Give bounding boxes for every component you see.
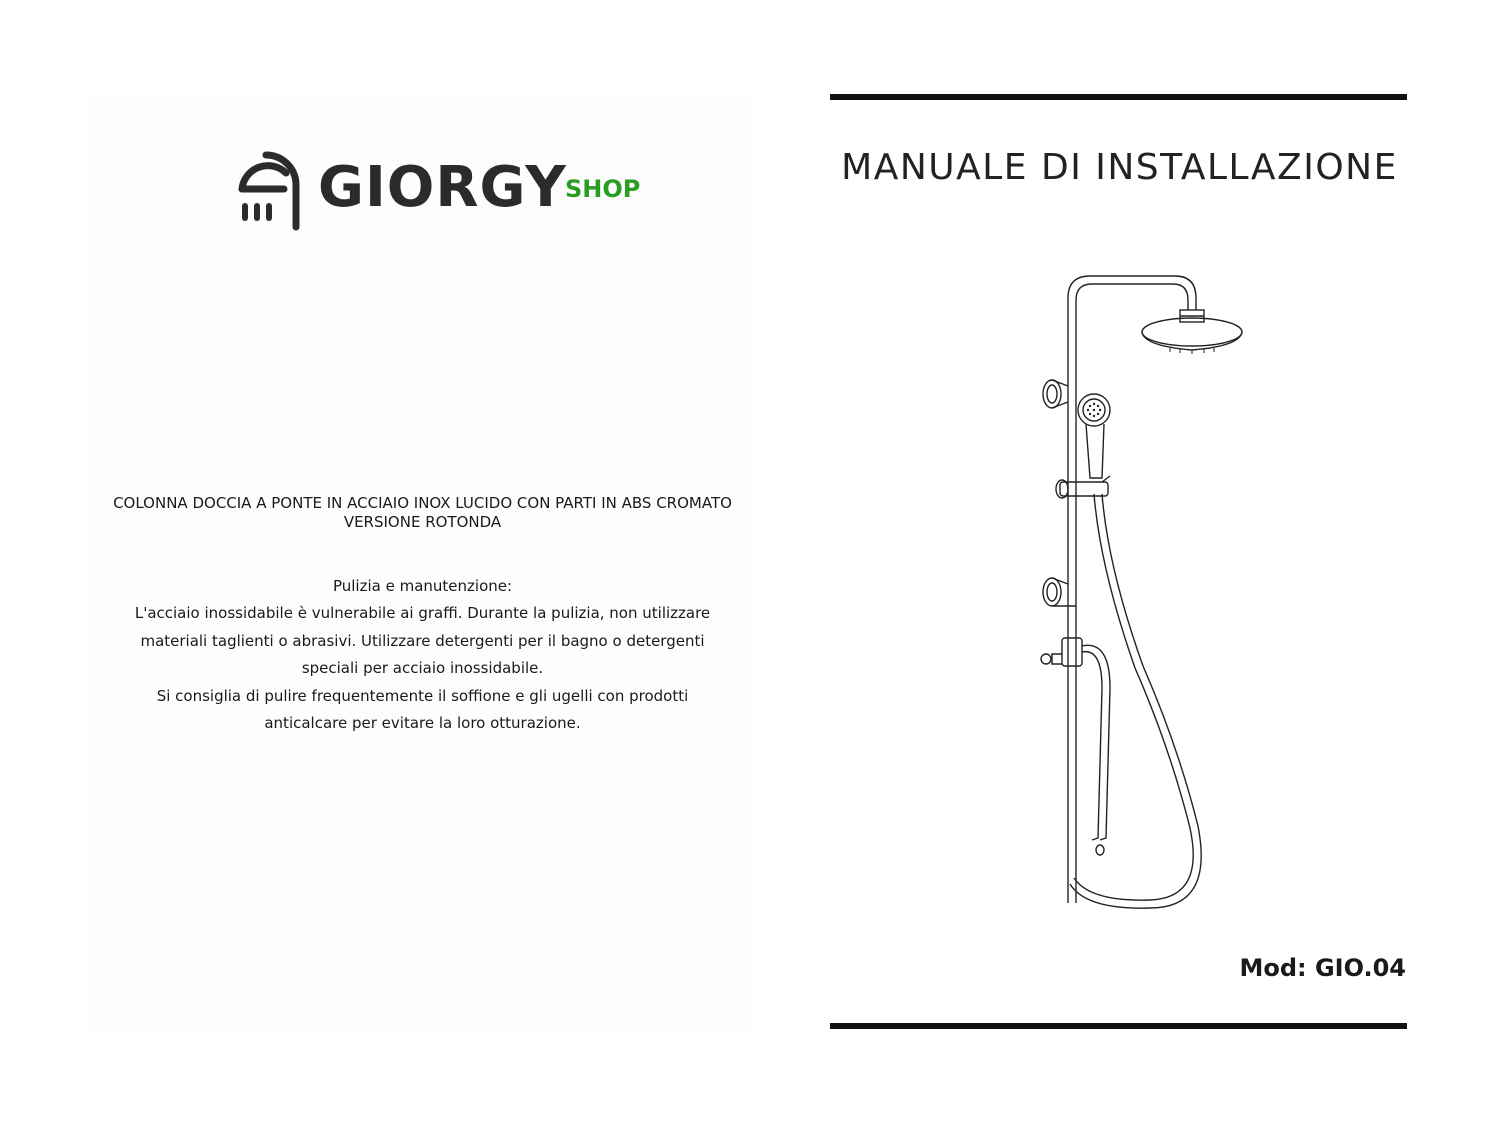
brand-name: GIORGY bbox=[318, 155, 567, 220]
brand-suffix: SHOP bbox=[565, 175, 641, 203]
maintenance-line: materiali taglienti o abrasivi. Utilizzare detergenti per il bagno o detergenti bbox=[140, 631, 705, 650]
maintenance-heading: Pulizia e manutenzione: bbox=[332, 577, 513, 595]
maintenance-line: Si consiglia di pulire frequentemente il soffione e gli ugelli con prodotti bbox=[156, 686, 689, 705]
shower-column-drawing bbox=[1030, 268, 1250, 913]
maintenance-line: anticalcare per evitare la loro otturazione. bbox=[264, 714, 581, 733]
model-number: Mod: GIO.04 bbox=[1239, 954, 1406, 982]
product-title-line: COLONNA DOCCIA A PONTE IN ACCIAIO INOX LUCIDO CON PARTI IN ABS CROMATO bbox=[113, 494, 732, 512]
top-rule bbox=[830, 94, 1407, 100]
product-title-line: VERSIONE ROTONDA bbox=[343, 513, 502, 531]
manual-title: MANUALE DI INSTALLAZIONE bbox=[841, 147, 1398, 188]
maintenance-line: L'acciaio inossidabile è vulnerabile ai graffi. Durante la pulizia, non utilizzare bbox=[134, 604, 711, 623]
product-title bbox=[90, 494, 755, 532]
bottom-rule bbox=[830, 1023, 1407, 1029]
maintenance-line: speciali per acciaio inossidabile. bbox=[301, 659, 544, 678]
maintenance-section bbox=[90, 573, 755, 737]
